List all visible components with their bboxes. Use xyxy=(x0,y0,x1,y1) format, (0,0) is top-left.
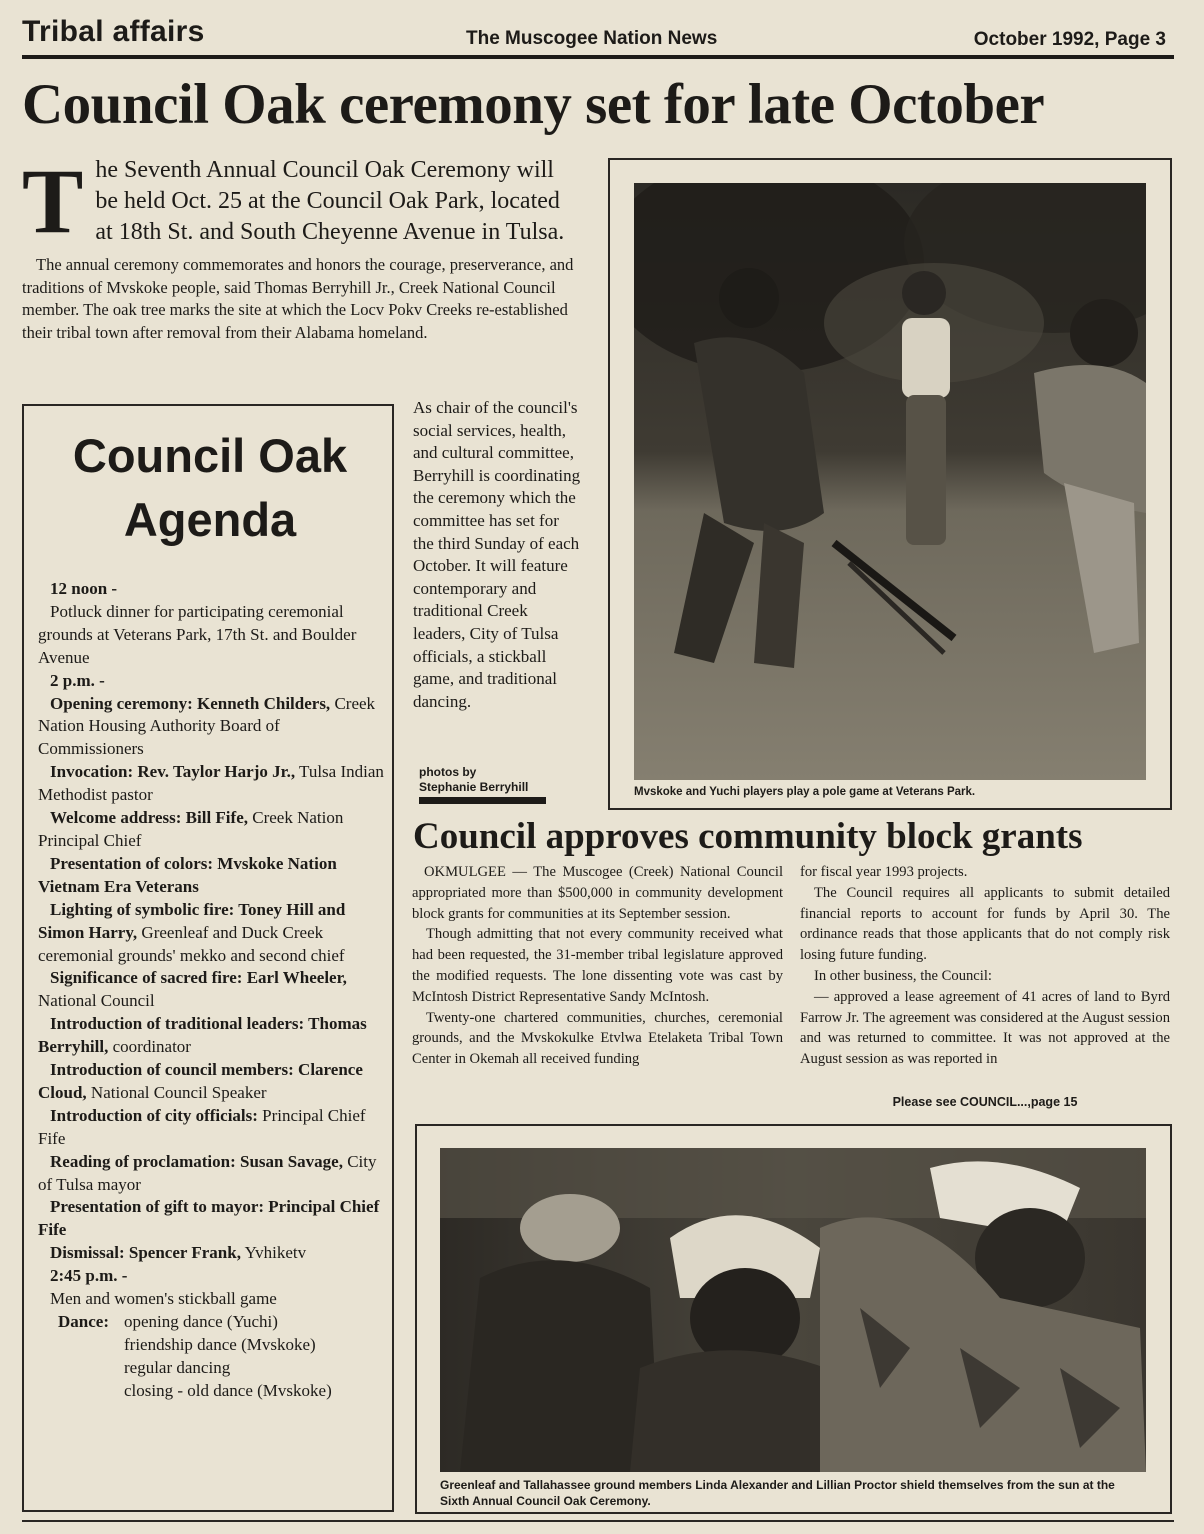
agenda-item-label: Dismissal: Spencer Frank, xyxy=(50,1243,241,1263)
lead-story xyxy=(22,150,582,344)
agenda-item-detail: coordinator xyxy=(108,1037,191,1057)
agenda-item-label: Presentation of gift to mayor: Principal Chief Fife xyxy=(38,1197,380,1240)
dance-list xyxy=(124,1311,332,1403)
agenda-item-detail: Creek Nation Principal Chief xyxy=(38,808,344,850)
agenda-item xyxy=(38,1151,388,1197)
photo1-caption: Mvskoke and Yuchi players play a pole game at Veterans Park. xyxy=(634,786,976,798)
agenda-item-detail: National Council xyxy=(38,991,155,1011)
agenda-title-line1: Council Oak xyxy=(72,429,348,482)
continuation-jump: Please see COUNCIL...,page 15 xyxy=(892,1095,1078,1109)
agenda-item xyxy=(38,1059,388,1105)
agenda-item xyxy=(38,761,388,807)
agenda-time: 2 p.m. - xyxy=(50,670,105,690)
dance-label: Dance: xyxy=(58,1312,109,1331)
section-name: Tribal affairs xyxy=(22,15,205,48)
story2-col1-para: OKMULGEE — The Muscogee (Creek) National Council appropriated more than $500,000 in community development block grants for communities at its September session. xyxy=(412,864,783,922)
agenda-item-label: Reading of proclamation: Susan Savage, xyxy=(50,1151,343,1171)
issue-date: October 1992, Page 3 xyxy=(973,29,1166,50)
agenda-item-detail: Greenleaf and Duck Creek ceremonial grounds' mekko and second chief xyxy=(38,922,345,965)
agenda-item-label: Welcome address: Bill Fife, xyxy=(50,808,248,828)
agenda-item: Potluck dinner for participating ceremonial grounds at Veterans Park, 17th St. and Boulder Avenue xyxy=(38,601,357,667)
lead-first-paragraph: he Seventh Annual Council Oak Ceremony will be held Oct. 25 at the Council Oak Park, located at 18th St. and South Cheyenne Avenue in Tulsa. xyxy=(95,157,565,245)
story2-col2-para: for fiscal year 1993 projects. xyxy=(800,864,968,880)
drop-cap: T xyxy=(22,150,84,252)
agenda-item-label: Significance of sacred fire: Earl Wheeler, xyxy=(50,968,347,988)
agenda-item-detail: Yvhiketv xyxy=(240,1243,307,1263)
agenda-item xyxy=(38,899,388,968)
agenda-item xyxy=(38,967,388,1013)
story2-col2-para: — approved a lease agreement of 41 acres of land to Byrd Farrow Jr. The agreement was considered at the August session and was returned to committee. It was not approved at the August session as was reported in xyxy=(800,988,1170,1068)
agenda-item xyxy=(38,853,388,899)
agenda-item-label: Presentation of colors: Mvskoke Nation Vietnam Era Veterans xyxy=(38,853,337,896)
agenda-item-label: Introduction of city officials: xyxy=(50,1105,258,1125)
credit-bar xyxy=(419,797,546,804)
masthead-rule xyxy=(22,55,1174,59)
agenda-item-detail: Principal Chief Fife xyxy=(38,1105,366,1148)
photo2-caption: Greenleaf and Tallahassee ground members Linda Alexander and Lillian Proctor shield themselves from the sun at the Sixth Annual Council Oak Ceremony. xyxy=(440,1478,1115,1508)
agenda-time: 2:45 p.m. - xyxy=(50,1266,128,1286)
agenda-item-label: Introduction of traditional leaders: Thomas Berryhill, xyxy=(38,1014,367,1057)
story2-col2-para: In other business, the Council: xyxy=(814,967,992,984)
photo-credit-name: Stephanie Berryhill xyxy=(419,780,529,794)
story2-col1-para: Though admitting that not every community received what had been requested, the 31-member tribal legislature approved the modified requests. The lone dissenting vote was cast by McIntosh District Representative Sandy McIntosh. xyxy=(412,926,783,1005)
agenda-item-detail: City of Tulsa mayor xyxy=(38,1151,377,1194)
dance-item: opening dance (Yuchi) xyxy=(124,1312,278,1331)
newspaper-name: The Muscogee Nation News xyxy=(466,28,718,49)
agenda-item xyxy=(38,1013,388,1059)
agenda-item xyxy=(38,1105,388,1151)
story2-column2 xyxy=(800,862,1170,1070)
story2-col2-para: The Council requires all applicants to submit detailed financial reports to account for funds by April 30. The ordinance reads that those applicants that do not comply risk losing future funding. xyxy=(800,884,1170,964)
photo-credit-label: photos by xyxy=(419,765,477,779)
middle-column-text: As chair of the council's social services, health, and cultural committee, Berryhill is coordinating the ceremony which the committee has set for the third Sunday of each October. It will feature contemporary and traditional Creek leaders, City of Tulsa officials, a stickball game, and traditional dancing. xyxy=(413,398,581,711)
agenda-item-label: Opening ceremony: Kenneth Childers, xyxy=(50,693,331,713)
agenda-item xyxy=(38,693,388,762)
dance-schedule xyxy=(38,1311,388,1403)
agenda-time: 12 noon - xyxy=(50,579,118,598)
dance-item: closing - old dance (Mvskoke) xyxy=(124,1380,332,1400)
agenda-item: Men and women's stickball game xyxy=(50,1289,277,1309)
spectators-photo xyxy=(440,1148,1146,1472)
agenda-item xyxy=(38,1196,388,1242)
agenda-item-detail: National Council Speaker xyxy=(86,1082,267,1102)
dance-item: regular dancing xyxy=(124,1357,231,1377)
agenda-box xyxy=(22,404,394,1512)
photo-credit xyxy=(419,765,528,795)
lead-second-paragraph: The annual ceremony commemorates and honors the courage, preserverance, and traditions of Mvskoke people, said Thomas Berryhill Jr., Creek National Council member. The oak tree marks the site at which the Locv Pokv Creeks re-established their tribal town after removal from their Alabama homeland. xyxy=(22,255,574,342)
agenda-title-line2: Agenda xyxy=(123,493,297,546)
agenda-item-detail: Creek Nation Housing Authority Board of Commissioners xyxy=(38,693,376,759)
agenda-list xyxy=(38,578,388,1403)
agenda-item xyxy=(38,1242,388,1265)
main-headline: Council Oak ceremony set for late October xyxy=(22,73,1045,136)
bottom-rule xyxy=(22,1520,1174,1522)
agenda-item-label: Introduction of council members: Clarence Cloud, xyxy=(38,1060,363,1102)
agenda-item xyxy=(38,807,388,853)
agenda-item-label: Lighting of symbolic fire: Toney Hill and Simon Harry, xyxy=(38,899,346,942)
story2-col1-para: Twenty-one chartered communities, churches, ceremonial grounds, and the Mvskokulke Etvlwa Etelaketa Tribal Town Center in Okemah all received funding xyxy=(412,1009,783,1068)
agenda-item-label: Invocation: Rev. Taylor Harjo Jr., xyxy=(50,762,296,782)
agenda-item-detail: Tulsa Indian Methodist pastor xyxy=(38,762,384,805)
dance-item: friendship dance (Mvskoke) xyxy=(124,1334,316,1354)
agenda-title xyxy=(24,424,396,552)
story2-column1 xyxy=(412,862,783,1070)
pole-game-photo xyxy=(634,183,1146,780)
story2-headline: Council approves community block grants xyxy=(413,816,1083,857)
